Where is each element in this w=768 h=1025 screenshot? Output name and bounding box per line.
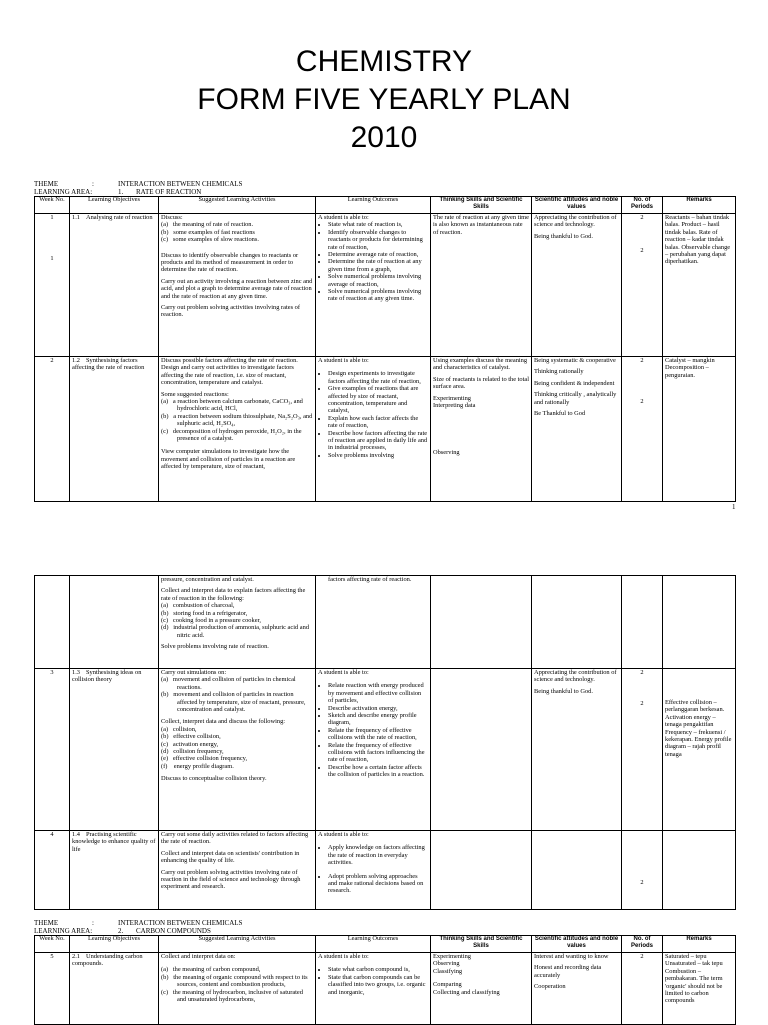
periods-value: 2 <box>640 700 644 708</box>
activity-text: Discuss possible factors affecting the rate of reaction. <box>161 357 298 364</box>
list-item: (a) combustion of charcoal, <box>161 602 235 610</box>
activity-list <box>161 726 313 770</box>
objective-text: Practising scientific knowledge to enhance quality of life <box>72 831 156 853</box>
skills-text: Using examples discuss the meaning and characteristics of catalyst. <box>433 357 528 372</box>
header-outcomes: Learning Outcomes <box>316 936 431 953</box>
list-item: (b) movement and collision of particles in reaction affected by temperature, size of reactant, pressure, concentration and catalyst. <box>161 691 306 714</box>
list-item: • Describe how factors affecting the rate of reaction are applied in daily life and in industrial processes, <box>328 430 428 452</box>
area-value: CARBON COMPOUNDS <box>136 927 211 935</box>
list-item: • Identify observable changes to reactants or products for determining rate of reaction, <box>328 229 428 251</box>
activity-text: Discuss to identify observable changes to reactants or products and its method of measurement in order to determine the rate of reaction. <box>161 251 299 274</box>
week-number: 4 <box>35 831 70 910</box>
attitude-text: Honest and recording data accurately <box>534 964 602 979</box>
remarks-text: Effective collision – perlanggaran berkesan. Activation energy – tenaga pengaktifan Frequency – frekuensi / kekerapan. Energy profile diagram – rajah profil tenaga <box>663 669 736 831</box>
activity-text: Design and carry out activities to investigate factors affecting the rate of reaction, i.e. size of reactant, concentration, temperature and catalyst. <box>161 364 294 387</box>
remarks-text: Catalyst – mangkin Decomposition – penguraian. <box>663 357 736 502</box>
list-item: (c) some examples of slow reactions. <box>161 236 259 244</box>
attitude-text: Thinking rationally <box>534 368 584 376</box>
objective-number: 1.1 <box>72 214 80 221</box>
list-item: (b) the meaning of organic compound with respect to its sources, content and combustion products, <box>161 973 308 989</box>
objective-number: 1.2 <box>72 357 80 364</box>
table-row <box>35 214 736 357</box>
table-row <box>35 357 736 502</box>
list-item: (e) effective collision frequency, <box>161 755 248 763</box>
header-periods: No. of Periods <box>622 936 663 953</box>
skills-text: Experimenting <box>433 953 471 960</box>
outcome-list <box>318 682 428 778</box>
periods-value: 2 <box>640 669 644 676</box>
theme-label: THEME <box>34 919 59 927</box>
list-item: • Sketch and describe energy profile diagram, <box>328 712 428 727</box>
activity-text: Collect and interpret data to explain factors affecting the rate of reaction in the following: <box>161 587 306 602</box>
activity-text: Carry out problem solving activities involving rate of reaction in the field of science and technology through experiment and research. <box>161 868 301 891</box>
list-item: • State that carbon compounds can be classified into two groups, i.e. organic and inorganic, <box>328 974 428 996</box>
list-item: (c) decomposition of hydrogen peroxide, H₂O₂, in the presence of a catalyst. <box>161 427 302 443</box>
objective-number: 1.3 <box>72 669 80 676</box>
attitude-text: Thinking critically , analytically and rationally <box>534 391 617 406</box>
section-2-meta <box>34 919 242 935</box>
week-number: 1 <box>50 214 54 221</box>
skills-text: Observing <box>433 960 460 968</box>
periods-value: 2 <box>622 831 663 910</box>
header-activities: Suggested Learning Activities <box>159 936 316 953</box>
list-item: (b) some examples of fast reactions <box>161 228 255 236</box>
list-item: (f) energy profile diagram. <box>161 762 234 770</box>
header-week: Week No. <box>35 936 70 953</box>
list-item: (a) a reaction between calcium carbonate, CaCO₃, and hydrochloric acid, HCl, <box>161 398 303 413</box>
skills-text: The rate of reaction at any given time is also known as instantaneous rate of reaction. <box>431 214 532 357</box>
list-item: • Solve numerical problems involving average of reaction, <box>328 273 428 288</box>
objective-number: 1.4 <box>72 831 80 838</box>
list-item: • Adopt problem solving approaches and make rational decisions based on research. <box>328 873 428 895</box>
attitude-text: Being thankful to God. <box>534 232 593 240</box>
objective-text: Understanding carbon compounds. <box>72 953 143 968</box>
list-item: (c) the meaning of hydrocarbon, inclusive of saturated and unsaturated hydrocarbons, <box>161 988 303 1004</box>
skills-text: Observing <box>433 449 460 457</box>
header-outcomes: Learning Outcomes <box>316 197 431 214</box>
remarks-text: Saturated – tepu Unsaturated – tak tepu Combustion – pembakaran. The term 'organic' should not be limited to carbon compounds <box>663 953 736 1025</box>
list-item: (a) movement and collision of particles in chemical reactions. <box>161 676 296 691</box>
list-item: • Determine the rate of reaction at any given time from a graph, <box>328 258 428 273</box>
table-row <box>35 953 736 1025</box>
remarks-text: Reactants – bahan tindak balas. Product – hasil tindak balas. Rate of reaction – kadar tindak balas. Observable change – perubahan yang dapat diperhatikan. <box>663 214 736 357</box>
list-item: • Determine average rate of reaction, <box>328 251 428 258</box>
header-remarks: Remarks <box>663 936 736 953</box>
area-num: 2. <box>118 927 124 935</box>
theme-value: INTERACTION BETWEEN CHEMICALS <box>118 919 243 927</box>
periods-value: 2 <box>640 357 644 364</box>
theme-sep: : <box>92 919 94 927</box>
attitude-text: Cooperation <box>534 983 566 991</box>
header-objectives: Learning Objectives <box>70 936 159 953</box>
theme-value: INTERACTION BETWEEN CHEMICALS <box>118 180 243 188</box>
week-number: 2 <box>35 357 70 502</box>
area-label: LEARNING AREA: <box>34 927 93 935</box>
list-item: • Apply knowledge on factors affecting the rate of reaction in everyday activities. <box>328 844 428 866</box>
activity-text: Discuss to conceptualise collision theory. <box>161 775 267 783</box>
objective-text: Synthesising ideas on collision theory <box>72 669 142 684</box>
activity-text: Carry out problem solving activities involving rates of reaction. <box>161 304 300 319</box>
list-item: (c) cooking food in a pressure cooker, <box>161 617 262 625</box>
header-remarks: Remarks <box>663 197 736 214</box>
periods-value: 2 <box>640 247 644 255</box>
area-value: RATE OF REACTION <box>136 188 202 196</box>
activity-text: Some suggested reactions: <box>161 390 229 398</box>
activity-text: Solve problems involving rate of reaction. <box>161 643 269 651</box>
header-skills: Thinking Skills and Scientific Skills <box>431 936 532 953</box>
table-row <box>35 576 736 669</box>
list-item: • Describe how a certain factor affects the collision of particles in a reaction. <box>328 764 428 779</box>
activity-list <box>161 221 313 243</box>
activity-text: Carry out an activity involving a reaction between zinc and acid, and plot a graph to determine average rate of reaction and the rate of reaction at any given time. <box>161 277 313 300</box>
skills-text: Experimenting <box>433 394 471 402</box>
list-item: • State what rate of reaction is, <box>328 221 428 228</box>
plan-table-page-2 <box>34 575 736 910</box>
outcome-intro: A student is able to: <box>318 953 369 960</box>
periods-value: 2 <box>640 398 644 406</box>
skills-text: Collecting and classifying <box>433 988 500 996</box>
activity-list <box>161 398 313 442</box>
skills-text: Interpreting data <box>433 402 476 410</box>
list-item: (c) activation energy, <box>161 740 219 748</box>
outcome-list <box>318 370 428 459</box>
list-item: • Give examples of reactions that are affected by size of reactant, concentration, temperature and catalyst, <box>328 385 428 415</box>
list-item: (a) the meaning of carbon compound, <box>161 966 261 974</box>
attitude-text: Being thankful to God. <box>534 687 593 695</box>
list-item: (a) the meaning of rate of reaction. <box>161 221 254 229</box>
skills-text: Size of reactants is related to the total surface area. <box>433 375 529 391</box>
skills-text: Comparing <box>433 981 462 989</box>
list-item: • Design experiments to investigate factors affecting the rate of reaction, <box>328 370 428 385</box>
attitude-text: Appreciating the contribution of science and technology. <box>534 669 617 684</box>
list-item: (b) storing food in a refrigerator, <box>161 609 248 617</box>
outcome-intro: A student is able to: <box>318 214 369 221</box>
area-num: 1. <box>118 188 124 196</box>
list-item: • Relate reaction with energy produced by movement and effective collision of particles, <box>328 682 428 704</box>
list-item: • Relate the frequency of effective collisions with the rate of reaction, <box>328 727 428 742</box>
header-skills: Thinking Skills and Scientific Skills <box>431 197 532 214</box>
plan-table-page-1 <box>34 196 736 502</box>
outcome-list <box>318 844 428 894</box>
activity-text: Collect and interpret data on: <box>161 953 236 960</box>
document-title-line-1: CHEMISTRY <box>295 45 473 78</box>
header-periods: No. of Periods <box>622 197 663 214</box>
section-1-meta <box>34 180 242 196</box>
attitude-text: Appreciating the contribution of science and technology. <box>534 214 617 229</box>
header-attitudes: Scientific attitudes and noble values <box>532 936 622 953</box>
week-number: 3 <box>35 669 70 831</box>
activity-text: Carry out some daily activities related to factors affecting the rate of reaction. <box>161 831 309 846</box>
activity-list <box>161 966 313 1003</box>
list-item: (b) effective collision, <box>161 733 221 741</box>
header-activities: Suggested Learning Activities <box>159 197 316 214</box>
week-number: 1 <box>50 255 54 263</box>
activity-text: pressure, concentration and catalyst. <box>161 576 254 583</box>
plan-table-section-2 <box>34 935 736 1025</box>
list-item: • Explain how each factor affects the rate of reaction, <box>328 415 428 430</box>
list-item: (b) a reaction between sodium thiosulphate, Na₂S₂O₃, and sulphuric acid, H₂SO₄, <box>161 412 313 428</box>
list-item: • Describe activation energy, <box>328 705 428 712</box>
table-row <box>35 669 736 831</box>
objective-text: Synthesising factors affecting the rate of reaction <box>72 357 145 372</box>
skills-text: Classifying <box>433 967 463 975</box>
activity-text: Collect and interpret data on scientists' contribution in enhancing the quality of life. <box>161 849 300 865</box>
activity-text: Collect, interpret data and discuss the following: <box>161 718 286 726</box>
list-item: • Relate the frequency of effective collisions with factors influencing the rate of reaction, <box>328 742 428 764</box>
activity-text: View computer simulations to investigate how the movement and collision of particles in a reaction are affected by temperature, size of reactant, <box>161 448 296 471</box>
list-item: • Solve numerical problems involving rate of reaction at any given time. <box>328 288 428 303</box>
attitude-text: Being systematic & cooperative <box>534 357 616 364</box>
list-item: (d) collision frequency, <box>161 748 224 756</box>
header-objectives: Learning Objectives <box>70 197 159 214</box>
attitude-text: Interest and wanting to know <box>534 953 609 960</box>
outcome-intro: A student is able to: <box>318 669 369 676</box>
periods-value: 2 <box>640 214 644 221</box>
activity-text: Carry out simulations on: <box>161 669 227 676</box>
list-item: • State what carbon compound is, <box>328 966 428 973</box>
outcome-text: factors affecting rate of reaction. <box>316 576 431 669</box>
document-title-line-3: 2010 <box>350 121 418 154</box>
objective-text: Analysing rate of reaction <box>86 214 153 221</box>
periods-value: 2 <box>622 953 663 1025</box>
activity-list <box>161 676 313 713</box>
activity-list <box>161 602 313 639</box>
outcome-intro: A student is able to: <box>318 357 369 364</box>
activity-text: Discuss: <box>161 214 183 221</box>
header-attitudes: Scientific attitudes and noble values <box>532 197 622 214</box>
list-item: (d) industrial production of ammonia, sulphuric acid and nitric acid. <box>161 624 310 639</box>
list-item: (a) collision, <box>161 725 197 733</box>
page-number: 1 <box>732 503 736 511</box>
document-title-line-2: FORM FIVE YEARLY PLAN <box>197 83 571 116</box>
table-row <box>35 831 736 910</box>
attitude-text: Being confident & independent <box>534 379 615 387</box>
outcome-list <box>318 221 428 302</box>
header-week: Week No. <box>35 197 70 214</box>
outcome-intro: A student is able to: <box>318 831 369 838</box>
attitude-text: Be Thankful to God <box>534 410 586 418</box>
objective-number: 2.1 <box>72 953 80 960</box>
list-item: • Solve problems involving <box>328 452 428 459</box>
theme-sep: : <box>92 180 94 188</box>
outcome-list <box>318 966 428 996</box>
theme-label: THEME <box>34 180 59 188</box>
week-number: 5 <box>35 953 70 1025</box>
area-label: LEARNING AREA: <box>34 188 93 196</box>
